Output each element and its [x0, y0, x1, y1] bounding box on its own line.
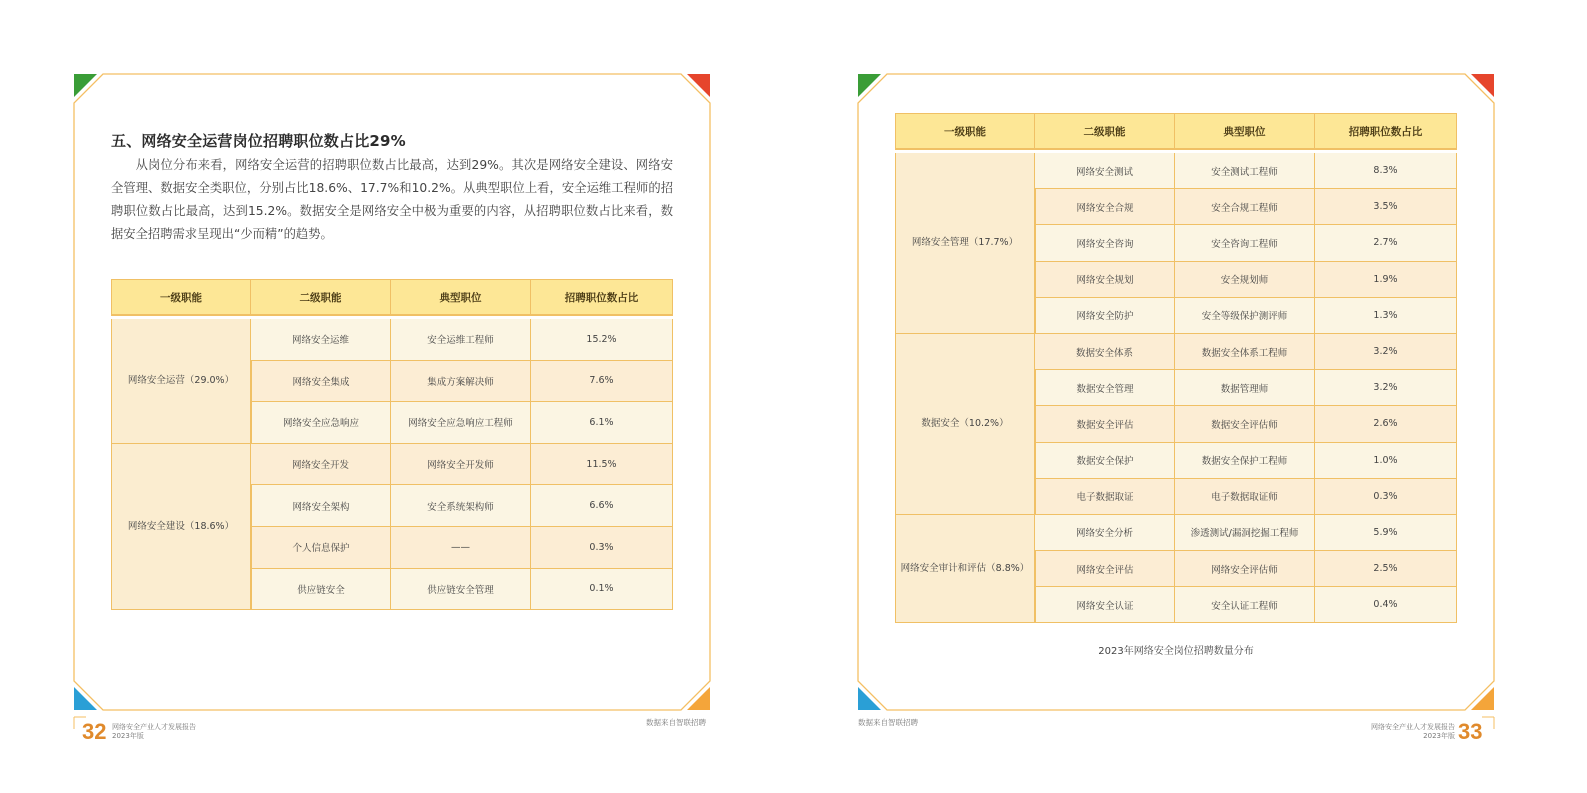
- primary-function-cell: 网络安全审计和评估（8.8%）: [895, 515, 1035, 624]
- typical-position-cell: 安全等级保护测评师: [1175, 298, 1315, 334]
- typical-position-cell: 集成方案解决师: [391, 361, 531, 403]
- secondary-function-cell: 供应链安全: [251, 569, 391, 611]
- table-caption: 2023年网络安全岗位招聘数量分布: [1098, 646, 1254, 657]
- percentage-cell: 6.6%: [531, 485, 673, 527]
- percentage-cell: 7.6%: [531, 361, 673, 403]
- section-paragraph: 从岗位分布来看，网络安全运营的招聘职位数占比最高，达到29%。其次是网络安全建设、网络安全管理、数据安全类职位，分别占比18.6%、17.7%和10.2%。从典型职位上看，安全运维工程师的招聘职位数占比最高，达到15.2%。数据安全是网络安全中极为重要的内容，从招聘职位数占比来看，数据安全招聘需求呈现出“少而精”的趋势。: [111, 158, 673, 241]
- percentage-cell: 0.4%: [1315, 587, 1457, 623]
- secondary-function-cell: 数据安全管理: [1035, 370, 1175, 406]
- typical-position-cell: 渗透测试/漏洞挖掘工程师: [1175, 515, 1315, 551]
- percentage-cell: 6.1%: [531, 402, 673, 444]
- secondary-function-cell: 网络安全分析: [1035, 515, 1175, 551]
- percentage-cell: 2.6%: [1315, 406, 1457, 442]
- table-row: [111, 319, 673, 361]
- secondary-function-cell: 数据安全评估: [1035, 406, 1175, 442]
- header-cell: 典型职位: [1175, 113, 1315, 149]
- percentage-cell: 5.9%: [1315, 515, 1457, 551]
- secondary-function-cell: 网络安全合规: [1035, 189, 1175, 225]
- table-header-row: [111, 279, 673, 315]
- percentage-cell: 0.3%: [1315, 479, 1457, 515]
- secondary-function-cell: 电子数据取证: [1035, 479, 1175, 515]
- corner-orange-triangle: [687, 687, 710, 710]
- secondary-function-cell: 网络安全认证: [1035, 587, 1175, 623]
- primary-function-cell: 网络安全建设（18.6%）: [111, 444, 251, 610]
- secondary-function-cell: 网络安全测试: [1035, 153, 1175, 189]
- typical-position-cell: 安全系统架构师: [391, 485, 531, 527]
- table-header-row: [895, 113, 1457, 149]
- percentage-cell: 11.5%: [531, 444, 673, 486]
- corner-red-triangle: [687, 74, 710, 97]
- table-row: [895, 515, 1457, 551]
- percentage-cell: 1.9%: [1315, 262, 1457, 298]
- page-number: 33: [1458, 719, 1483, 744]
- secondary-function-cell: 网络安全架构: [251, 485, 391, 527]
- header-cell: 典型职位: [391, 279, 531, 315]
- table-row: [895, 334, 1457, 370]
- secondary-function-cell: 数据安全体系: [1035, 334, 1175, 370]
- secondary-function-cell: 网络安全规划: [1035, 262, 1175, 298]
- primary-function-cell: 网络安全管理（17.7%）: [895, 153, 1035, 334]
- secondary-function-cell: 网络安全评估: [1035, 551, 1175, 587]
- secondary-function-cell: 网络安全咨询: [1035, 225, 1175, 261]
- typical-position-cell: 数据安全评估师: [1175, 406, 1315, 442]
- typical-position-cell: 安全规划师: [1175, 262, 1315, 298]
- typical-position-cell: 安全认证工程师: [1175, 587, 1315, 623]
- typical-position-cell: 网络安全应急响应工程师: [391, 402, 531, 444]
- header-cell: 招聘职位数占比: [531, 279, 673, 315]
- typical-position-cell: 数据安全体系工程师: [1175, 334, 1315, 370]
- footer-title-text: 网络安全产业人才发展报告: [112, 723, 196, 731]
- left-positions-table: [111, 279, 673, 610]
- typical-position-cell: 供应链安全管理: [391, 569, 531, 611]
- percentage-cell: 1.3%: [1315, 298, 1457, 334]
- footer-report-title: [1371, 723, 1455, 741]
- page-number: 32: [82, 719, 107, 744]
- data-source-note: 数据来自智联招聘: [858, 718, 918, 727]
- secondary-function-cell: 个人信息保护: [251, 527, 391, 569]
- typical-position-cell: ——: [391, 527, 531, 569]
- typical-position-cell: 网络安全开发师: [391, 444, 531, 486]
- typical-position-cell: 安全合规工程师: [1175, 189, 1315, 225]
- secondary-function-cell: 网络安全防护: [1035, 298, 1175, 334]
- right-positions-table: [895, 113, 1457, 623]
- secondary-function-cell: 网络安全应急响应: [251, 402, 391, 444]
- percentage-cell: 3.2%: [1315, 334, 1457, 370]
- percentage-cell: 0.1%: [531, 569, 673, 611]
- typical-position-cell: 安全测试工程师: [1175, 153, 1315, 189]
- section-heading: 五、网络安全运营岗位招聘职位数占比29%: [111, 132, 406, 150]
- typical-position-cell: 数据管理师: [1175, 370, 1315, 406]
- footer-edition-text: 2023年版: [1423, 732, 1455, 740]
- primary-function-cell: 网络安全运营（29.0%）: [111, 319, 251, 444]
- secondary-function-cell: 数据安全保护: [1035, 443, 1175, 479]
- header-cell: 招聘职位数占比: [1315, 113, 1457, 149]
- percentage-cell: 1.0%: [1315, 443, 1457, 479]
- percentage-cell: 2.7%: [1315, 225, 1457, 261]
- primary-function-cell: 数据安全（10.2%）: [895, 334, 1035, 515]
- percentage-cell: 15.2%: [531, 319, 673, 361]
- percentage-cell: 3.2%: [1315, 370, 1457, 406]
- typical-position-cell: 网络安全评估师: [1175, 551, 1315, 587]
- footer-edition-text: 2023年版: [112, 732, 144, 740]
- percentage-cell: 3.5%: [1315, 189, 1457, 225]
- typical-position-cell: 数据安全保护工程师: [1175, 443, 1315, 479]
- secondary-function-cell: 网络安全运维: [251, 319, 391, 361]
- header-cell: 二级职能: [1035, 113, 1175, 149]
- typical-position-cell: 安全运维工程师: [391, 319, 531, 361]
- table-row: [895, 153, 1457, 189]
- percentage-cell: 8.3%: [1315, 153, 1457, 189]
- footer-title-text: 网络安全产业人才发展报告: [1371, 723, 1455, 731]
- data-source-note: 数据来自智联招聘: [646, 718, 706, 727]
- footer-report-title: [112, 723, 196, 741]
- percentage-cell: 0.3%: [531, 527, 673, 569]
- typical-position-cell: 安全咨询工程师: [1175, 225, 1315, 261]
- percentage-cell: 2.5%: [1315, 551, 1457, 587]
- table-row: [111, 444, 673, 486]
- corner-blue-triangle: [74, 687, 97, 710]
- corner-green-triangle: [74, 74, 97, 97]
- typical-position-cell: 电子数据取证师: [1175, 479, 1315, 515]
- secondary-function-cell: 网络安全开发: [251, 444, 391, 486]
- secondary-function-cell: 网络安全集成: [251, 361, 391, 403]
- header-cell: 一级职能: [111, 279, 251, 315]
- header-cell: 一级职能: [895, 113, 1035, 149]
- header-cell: 二级职能: [251, 279, 391, 315]
